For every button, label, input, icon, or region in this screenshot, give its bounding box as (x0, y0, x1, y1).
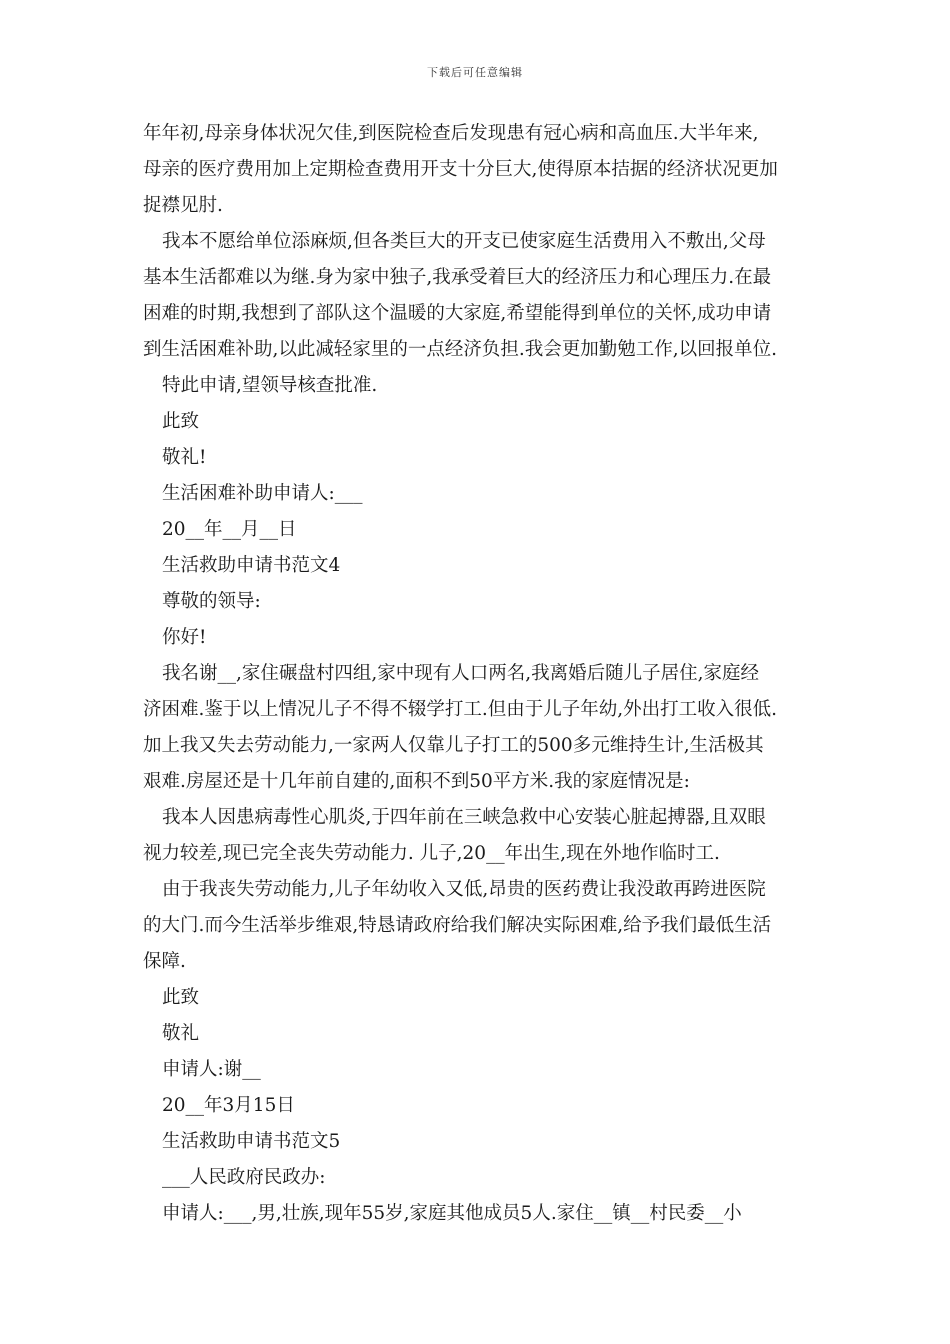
text-line: 生活困难补助申请人:___ (162, 483, 363, 504)
text-line: 到生活困难补助,以此减轻家里的一点经济负担.我会更加勤勉工作,以回报单位. (143, 339, 778, 360)
text-line: 20__年__月__日 (162, 519, 297, 540)
text-line: 申请人:___,男,壮族,现年55岁,家庭其他成员5人.家住__镇__村民委__小 (162, 1203, 742, 1224)
text-line: 我本不愿给单位添麻烦,但各类巨大的开支已使家庭生活费用入不敷出,父母 (162, 231, 766, 252)
text-line: 捉襟见肘. (143, 195, 223, 216)
text-line: 申请人:谢__ (162, 1059, 261, 1080)
text-line: 尊敬的领导: (162, 591, 261, 612)
text-line: 基本生活都难以为继.身为家中独子,我承受着巨大的经济压力和心理压力.在最 (143, 267, 772, 288)
page-header-note: 下载后可任意编辑 (427, 66, 523, 79)
text-line: 的大门.而今生活举步维艰,特恳请政府给我们解决实际困难,给予我们最低生活 (143, 915, 772, 936)
text-line: 年年初,母亲身体状况欠佳,到医院检查后发现患有冠心病和高血压.大半年来, (143, 123, 759, 144)
text-line: 视力较差,现已完全丧失劳动能力. 儿子,20__年出生,现在外地作临时工. (143, 843, 720, 864)
text-line: 生活救助申请书范文5 (162, 1131, 341, 1152)
text-line: 保障. (143, 951, 186, 972)
text-line: 生活救助申请书范文4 (162, 555, 341, 576)
text-line: 母亲的医疗费用加上定期检查费用开支十分巨大,使得原本拮据的经济状况更加 (143, 159, 778, 180)
text-line: 困难的时期,我想到了部队这个温暖的大家庭,希望能得到单位的关怀,成功申请 (143, 303, 772, 324)
document-body (143, 116, 813, 1232)
text-line: 加上我又失去劳动能力,一家两人仅靠儿子打工的500多元维持生计,生活极其 (143, 735, 764, 756)
text-line: 由于我丧失劳动能力,儿子年幼收入又低,昂贵的医药费让我没敢再跨进医院 (162, 879, 766, 900)
text-line: 济困难.鉴于以上情况儿子不得不辍学打工.但由于儿子年幼,外出打工收入很低. (143, 699, 778, 720)
text-line: ___人民政府民政办: (162, 1167, 326, 1188)
text-line: 你好! (162, 627, 207, 648)
text-line: 20__年3月15日 (162, 1095, 295, 1116)
text-line: 敬礼 (162, 1023, 200, 1044)
text-line: 我名谢__,家住碾盘村四组,家中现有人口两名,我离婚后随儿子居住,家庭经 (162, 663, 760, 684)
text-line: 此致 (162, 411, 200, 432)
text-line: 特此申请,望领导核查批准. (162, 375, 378, 396)
text-line: 艰难.房屋还是十几年前自建的,面积不到50平方米.我的家庭情况是: (143, 771, 690, 792)
text-line: 我本人因患病毒性心肌炎,于四年前在三峡急救中心安装心脏起搏器,且双眼 (162, 807, 766, 828)
text-line: 敬礼! (162, 447, 207, 468)
text-line: 此致 (162, 987, 200, 1008)
